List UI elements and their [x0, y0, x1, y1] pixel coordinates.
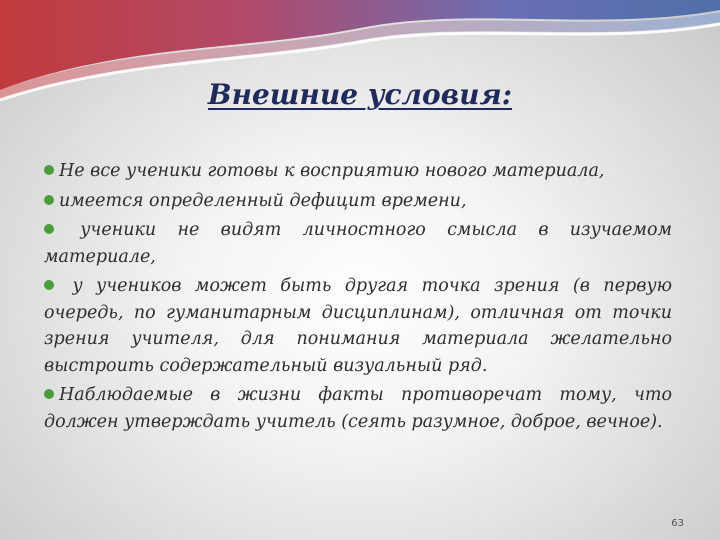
- bullet-text: имеется определенный дефицит времени,: [59, 190, 467, 211]
- bullet-item-5: [44, 382, 672, 435]
- bullet-item-3: [44, 217, 672, 270]
- bullet-item-1: [44, 158, 672, 185]
- bullet-dot-icon: [44, 165, 54, 175]
- bullet-item-4: [44, 273, 672, 379]
- bullet-item-2: [44, 188, 672, 215]
- bullet-list: [44, 158, 672, 438]
- bullet-dot-icon: [44, 224, 54, 234]
- bullet-dot-icon: [44, 280, 54, 290]
- bullet-dot-icon: [44, 195, 54, 205]
- page-number: 63: [671, 518, 684, 529]
- slide-title: Внешние условия:: [207, 78, 513, 111]
- bullet-dot-icon: [44, 389, 54, 399]
- bullet-text: ученики не видят личностного смысла в изучаемом материале,: [44, 220, 672, 267]
- bullet-text: у учеников может быть другая точка зрения (в первую очередь, по гуманитарным дисциплинам), отличная от точки зрения учителя, для понимания материала желательно выстроить содержательный визуальный ряд.: [44, 276, 672, 376]
- bullet-text: Не все ученики готовы к восприятию нового материала,: [59, 161, 605, 181]
- bullet-text: Наблюдаемые в жизни факты противоречат тому, что должен утверждать учитель (сеять разумное, доброе, вечное).: [44, 385, 672, 432]
